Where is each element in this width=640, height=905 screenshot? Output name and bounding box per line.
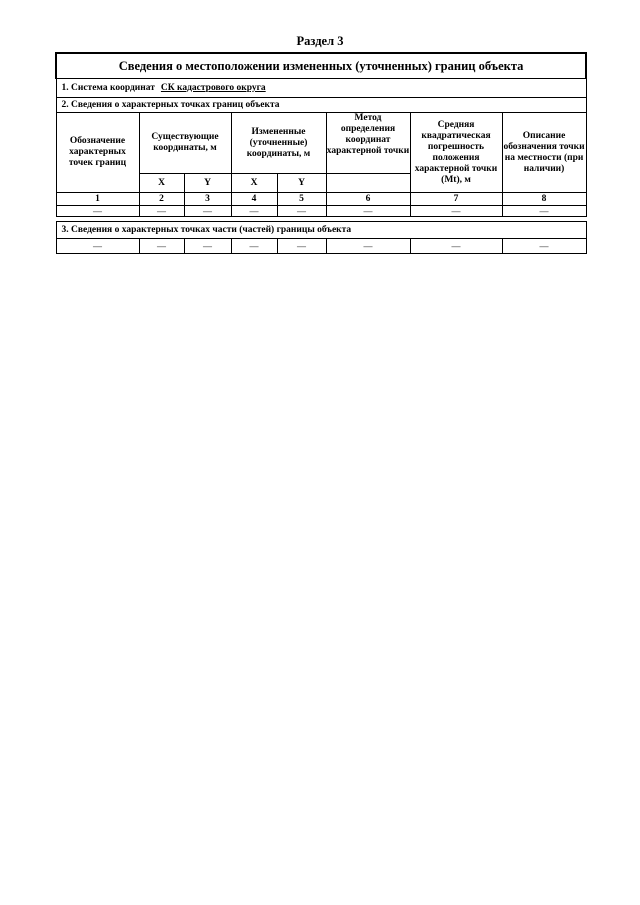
col-changed-x: X	[231, 174, 277, 193]
col-existing-header: Существующие координаты, м	[139, 113, 231, 174]
column-number: 3	[184, 193, 231, 206]
coordinate-system-label: 1. Система координат	[61, 82, 155, 93]
col-error-header: Средняя квадратическая погрешность положения характерной точки (Mt), м	[410, 113, 502, 193]
empty-cell: —	[326, 206, 410, 217]
empty-cell: —	[502, 206, 586, 217]
empty-cell: —	[502, 239, 586, 254]
col-designation-header: Обозначение характерных точек границ	[56, 113, 139, 193]
empty-cell: —	[231, 206, 277, 217]
points-empty-row	[56, 206, 586, 217]
empty-cell: —	[231, 239, 277, 254]
empty-cell: —	[139, 239, 184, 254]
col-existing-y: Y	[184, 174, 231, 193]
empty-cell: —	[56, 206, 139, 217]
coordinate-system-value: СК кадастрового округа	[160, 82, 266, 93]
part-empty-row	[56, 239, 586, 254]
col-description-header: Описание обозначения точки на местности (при наличии)	[502, 113, 586, 193]
boundary-form-table	[55, 52, 587, 254]
empty-cell: —	[326, 239, 410, 254]
col-changed-header: Измененные (уточненные) координаты, м	[231, 113, 326, 174]
empty-cell: —	[277, 206, 326, 217]
empty-cell: —	[184, 239, 231, 254]
empty-cell: —	[410, 206, 502, 217]
column-number: 5	[277, 193, 326, 206]
column-number: 2	[139, 193, 184, 206]
col-method-header: Метод определения координат характерной точки	[326, 113, 410, 174]
column-number: 1	[56, 193, 139, 206]
main-title: Сведения о местоположении измененных (уточненных) границ объекта	[56, 53, 586, 79]
column-number: 8	[502, 193, 586, 206]
empty-cell: —	[184, 206, 231, 217]
col-changed-y: Y	[277, 174, 326, 193]
col-existing-x: X	[139, 174, 184, 193]
empty-cell: —	[56, 239, 139, 254]
points-heading: 2. Сведения о характерных точках границ объекта	[56, 98, 586, 113]
column-number: 7	[410, 193, 502, 206]
column-number: 6	[326, 193, 410, 206]
part-heading: 3. Сведения о характерных точках части (частей) границы объекта	[56, 222, 586, 239]
empty-cell: —	[410, 239, 502, 254]
empty-cell: —	[139, 206, 184, 217]
empty-cell: —	[277, 239, 326, 254]
col-method-blank	[326, 174, 410, 193]
column-numbers-row	[56, 193, 586, 206]
coordinate-system-row	[56, 79, 586, 98]
section-title: Раздел 3	[296, 34, 344, 48]
column-number: 4	[231, 193, 277, 206]
